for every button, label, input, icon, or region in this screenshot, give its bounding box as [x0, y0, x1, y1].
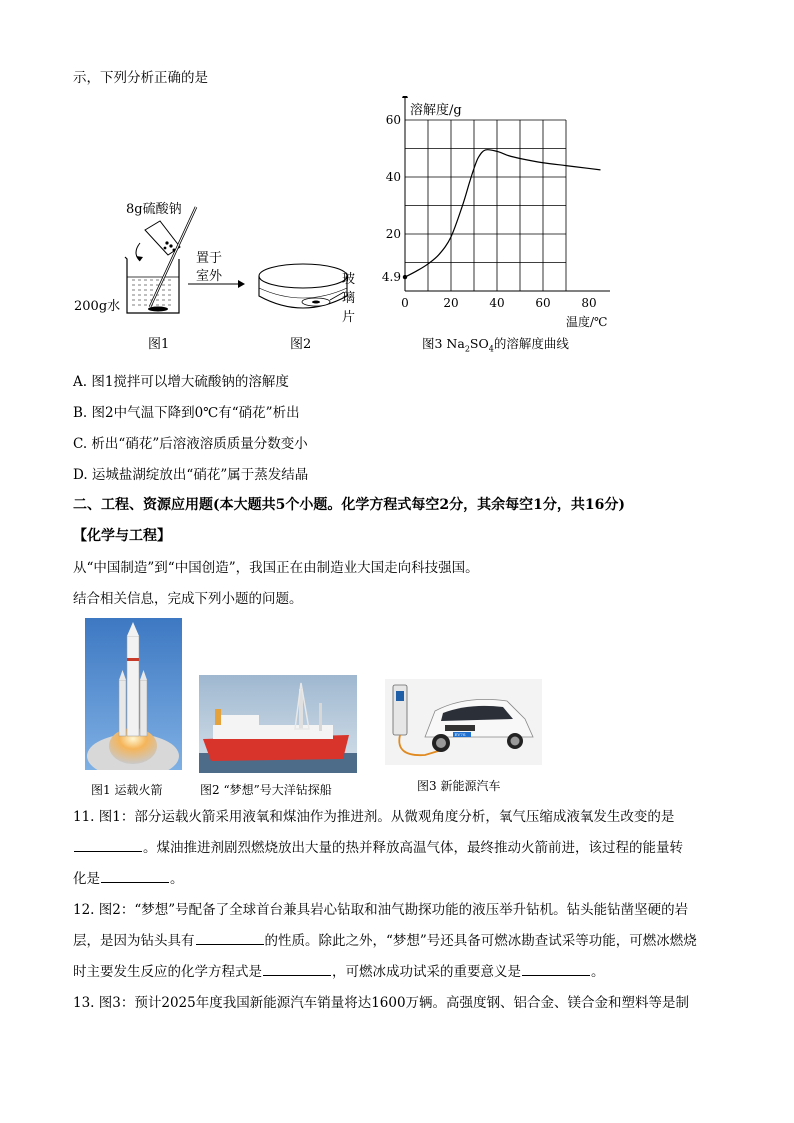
arrow-text-2: 室外 — [196, 269, 223, 284]
y-tick-label: 60 — [385, 113, 401, 127]
q12-line-2-pre: 层，是因为钻头具有 — [73, 933, 195, 949]
figure-2-dish — [256, 262, 356, 322]
option-c: C. 析出“硝花”后溶液溶质质量分数变小 — [73, 436, 308, 452]
y-tick-label: 4.9 — [381, 270, 401, 285]
rocket-caption: 图1 运载火箭 — [91, 783, 163, 797]
q11-line-3 — [73, 867, 184, 887]
x-tick-label: 0 — [401, 296, 409, 310]
q11-line-2-text: 。煤油推进剂剧烈燃烧放出大量的热并释放高温气体，最终推动火箭前进，该过程的能量转 — [143, 840, 683, 856]
car-plate: EV7S — [454, 732, 466, 737]
q12-line-1: 12. 图2：“梦想”号配备了全球首台兼具岩心钻取和油气勘探功能的液压举升钻机。钻头能钻凿坚硬的岩 — [73, 902, 689, 918]
chart-xlabel: 温度/℃ — [566, 315, 608, 329]
glass-label-1: 玻 — [342, 272, 356, 287]
q12-line-3-post: 。 — [591, 964, 605, 980]
y-tick-label: 40 — [385, 170, 401, 184]
fig1-caption: 图1 — [148, 337, 170, 352]
fig3-caption — [422, 334, 569, 354]
x-tick-label: 80 — [581, 296, 597, 310]
sodium-label: 8g硫酸钠 — [126, 202, 182, 217]
fig2-caption: 图2 — [290, 337, 312, 352]
q12-line-3-mid: ，可燃冰成功试采的重要意义是 — [332, 964, 521, 980]
fig3-caption-mid: SO — [469, 336, 489, 351]
q12-blank-1[interactable] — [196, 932, 264, 945]
fig3-caption-pre: 图3 Na — [422, 336, 465, 351]
ship-photo — [199, 675, 357, 773]
q12-line-2-post: 的性质。除此之外，“梦想”号还具备可燃冰勘查试采等功能，可燃冰燃烧 — [264, 933, 697, 949]
arrow-text-1: 置于 — [196, 251, 223, 266]
section-heading: 二、工程、资源应用题(本大题共5个小题。化学方程式每空2分，其余每空1分，共16分) — [73, 497, 625, 513]
fig3-caption-sub2: 4 — [488, 344, 494, 354]
q11-blank-1[interactable] — [74, 839, 142, 852]
q12-blank-3[interactable] — [522, 963, 590, 976]
solubility-curve — [405, 150, 601, 277]
x-tick-label: 40 — [489, 296, 505, 310]
intro-line: 示，下列分析正确的是 — [73, 70, 208, 86]
x-tick-label: 60 — [535, 296, 551, 310]
q11-line-2 — [73, 836, 683, 856]
water-label: 200g水 — [74, 299, 121, 314]
process-arrow — [186, 278, 246, 290]
glass-label-2: 璃 — [342, 291, 356, 306]
glass-label-3: 片 — [342, 310, 356, 325]
option-b: B. 图2中气温下降到0℃有“硝花”析出 — [73, 405, 300, 421]
q12-line-3 — [73, 960, 605, 980]
fig3-caption-sub1: 2 — [464, 344, 470, 354]
fig3-caption-post: 的溶解度曲线 — [493, 336, 569, 351]
option-d: D. 运城盐湖绽放出“硝花”属于蒸发结晶 — [73, 467, 309, 483]
x-tick-label: 20 — [443, 296, 459, 310]
curve-start-point — [403, 275, 407, 279]
q12-blank-2[interactable] — [263, 963, 331, 976]
q13-line-1: 13. 图3：预计2025年度我国新能源汽车销量将达1600万辆。高强度钢、铝合金、镁合金和塑料等是制 — [73, 995, 690, 1011]
rocket-photo — [85, 618, 182, 770]
q11-line-3-post: 。 — [170, 871, 184, 887]
q12-line-2 — [73, 929, 697, 949]
car-photo — [385, 679, 542, 765]
y-axis-arrow — [402, 96, 408, 98]
para-2: 结合相关信息，完成下列小题的问题。 — [73, 591, 303, 607]
q11-blank-2[interactable] — [101, 870, 169, 883]
solubility-chart — [370, 96, 610, 336]
para-1: 从“中国制造”到“中国创造”，我国正在由制造业大国走向科技强国。 — [73, 560, 479, 576]
option-a: A. 图1搅拌可以增大硫酸钠的溶解度 — [73, 374, 289, 390]
chart-ylabel: 溶解度/g — [410, 103, 462, 118]
car-caption: 图3 新能源汽车 — [417, 779, 501, 793]
y-tick-label: 20 — [385, 227, 401, 241]
q11-line-3-pre: 化是 — [73, 871, 100, 887]
subheading: 【化学与工程】 — [73, 528, 171, 544]
ship-caption: 图2 “梦想”号大洋钻探船 — [200, 783, 332, 797]
q11-line-1: 11. 图1：部分运载火箭采用液氧和煤油作为推进剂。从微观角度分析，氧气压缩成液氧发生改变的是 — [73, 809, 675, 825]
q12-line-3-pre: 时主要发生反应的化学方程式是 — [73, 964, 262, 980]
